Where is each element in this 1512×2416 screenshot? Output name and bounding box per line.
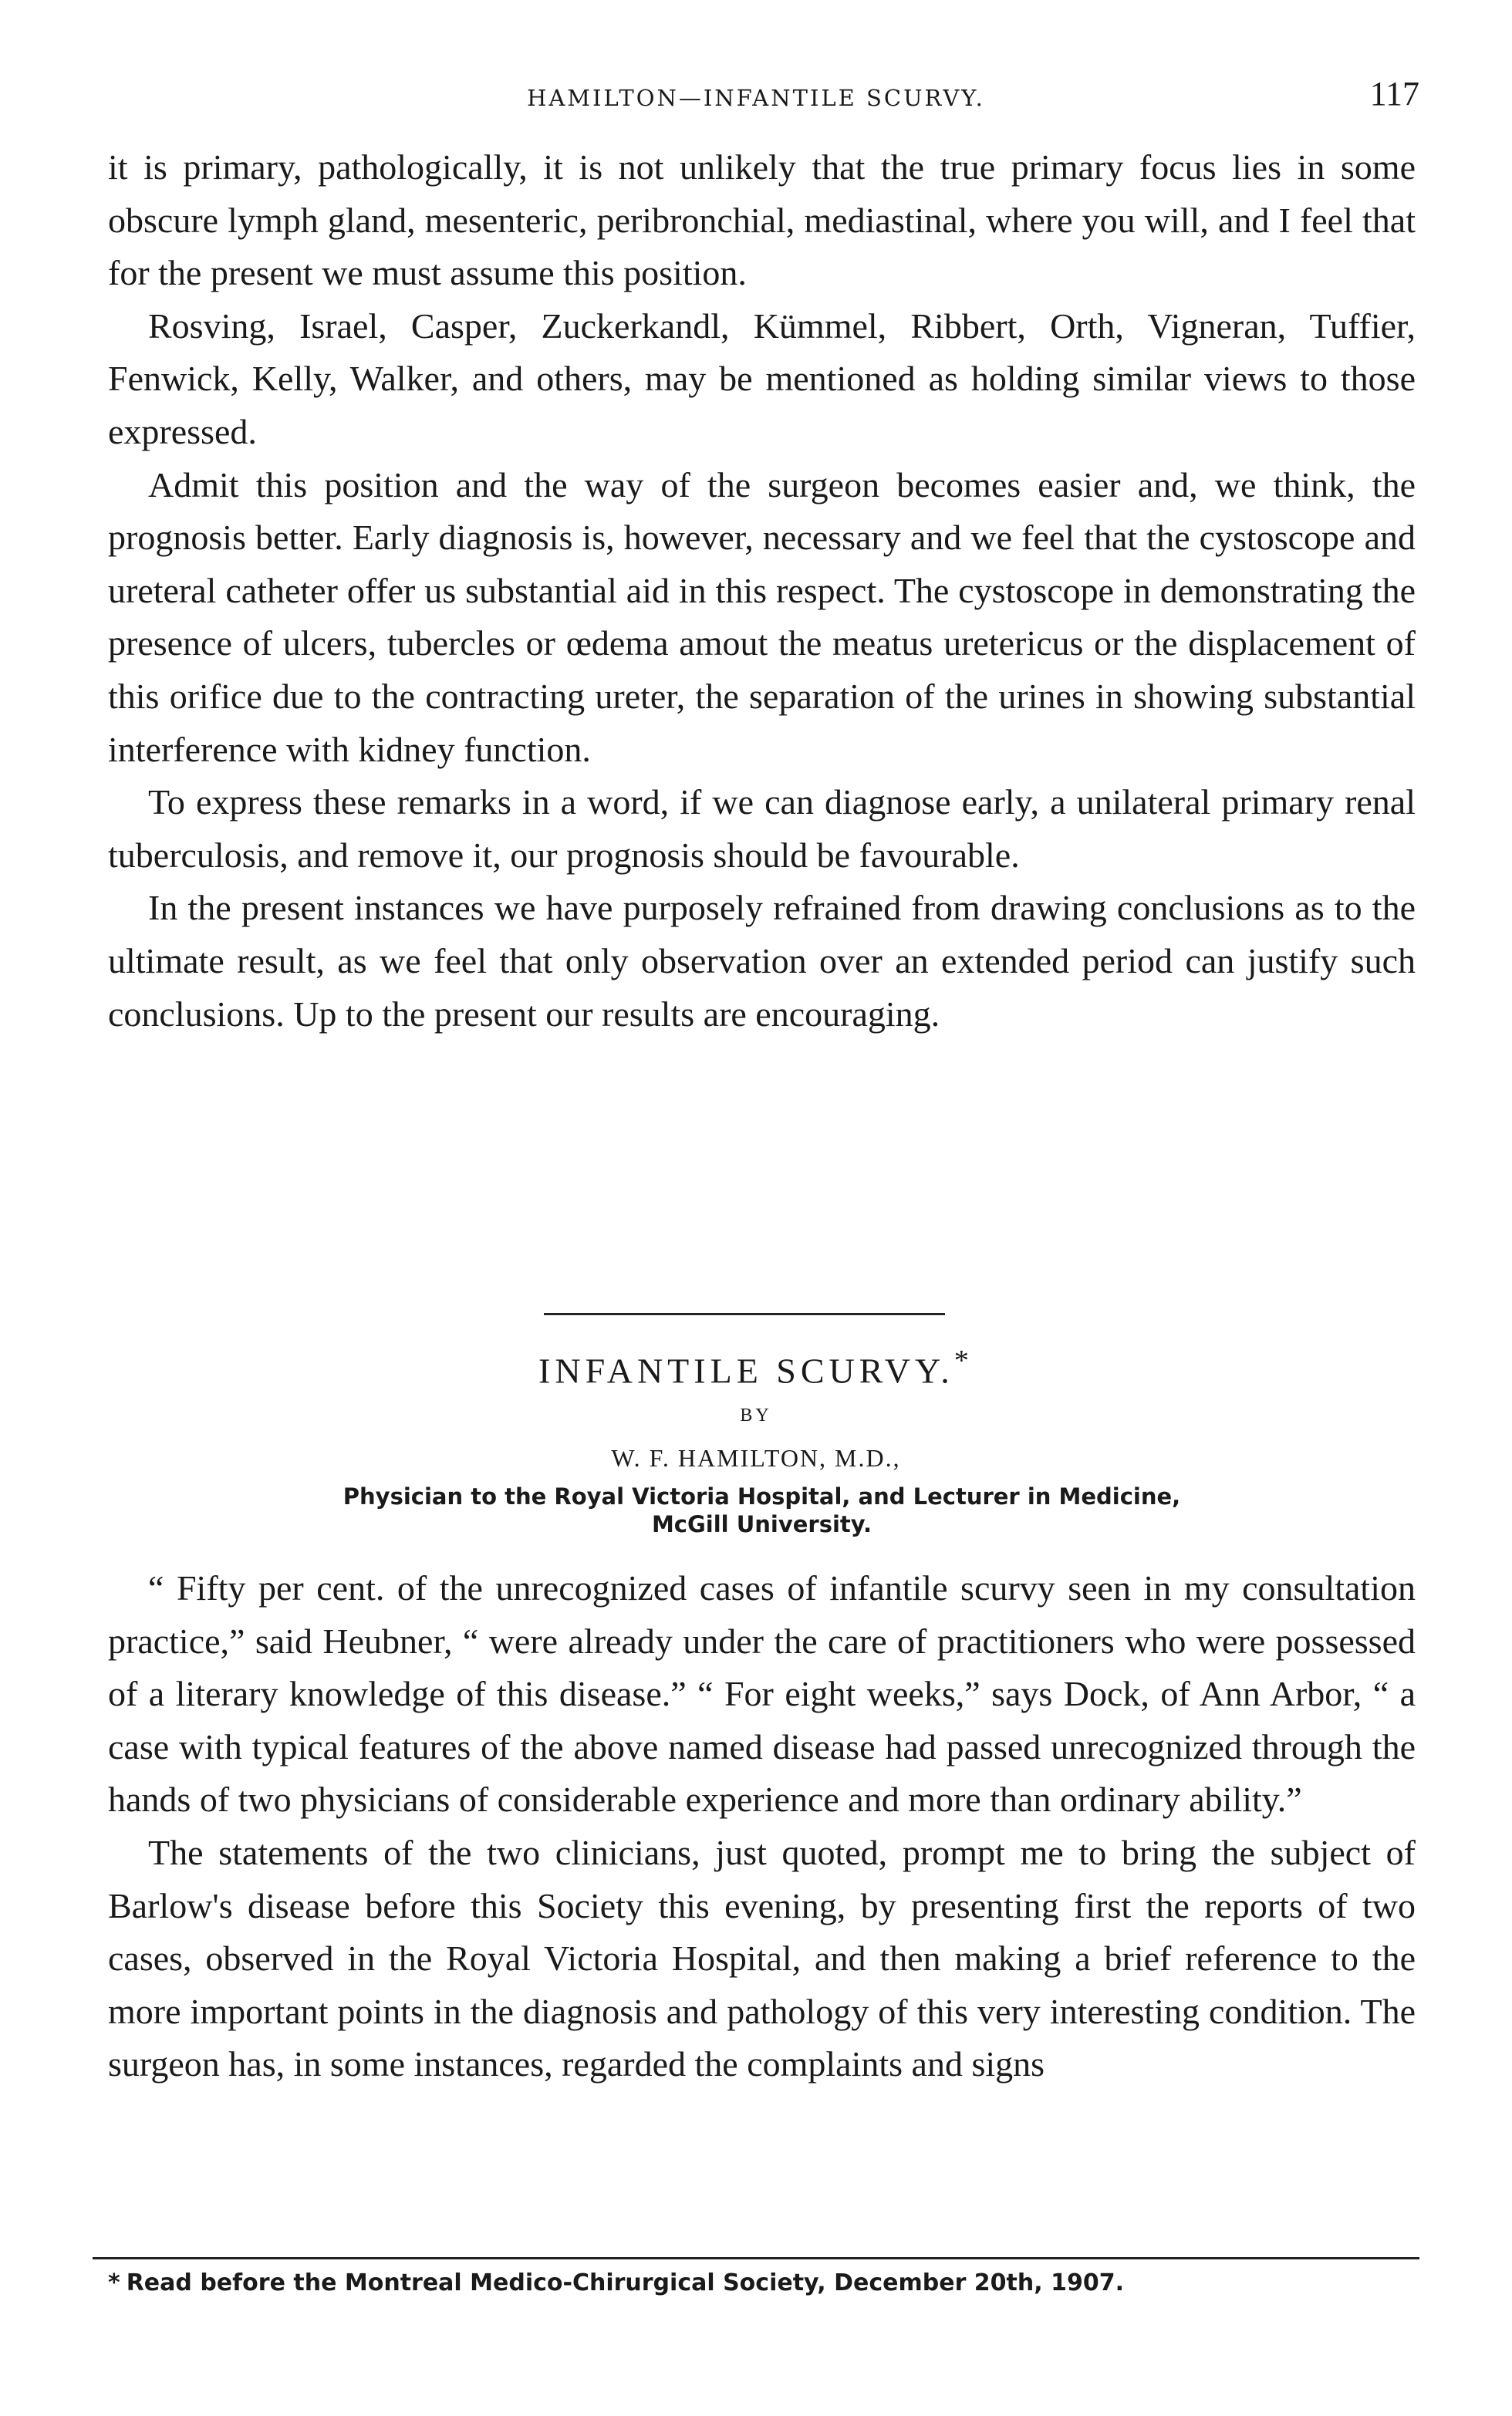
footnote-text: Read before the Montreal Medico-Chirurgical Society, December 20th, 1907. — [126, 2269, 1124, 2296]
paragraph: In the present instances we have purposely refrained from drawing conclusions as to the ultimate result, as we feel that only observation over an extended period can justify such conclusions. Up to the present our results are encouraging. — [108, 888, 1416, 1034]
affiliation-line: McGill University. — [651, 1511, 872, 1537]
previous-article-conclusion — [108, 141, 1416, 1041]
paragraph: it is primary, pathologically, it is not unlikely that the true primary focus lies in some obscure lymph gland, mesenteric, peribronchial, mediastinal, where you will, and I feel that for the present we must assume this position. — [108, 147, 1416, 293]
paragraph: The statements of the two clinicians, just quoted, prompt me to bring the subject of Barlow's disease before this Society this evening, by presenting first the reports of two cases, observed in the Royal Victoria Hospital, and then making a brief reference to the more important points in the diagnosis and pathology of this very interesting condition. The surgeon has, in some instances, regarded the complaints and signs — [108, 1832, 1416, 2084]
affiliation-line: Physician to the Royal Victoria Hospital, and Lecturer in Medicine, — [343, 1483, 1181, 1510]
paragraph: To express these remarks in a word, if we can diagnose early, a unilateral primary renal tuberculosis, and remove it, our prognosis should be favourable. — [108, 782, 1416, 875]
running-header — [93, 74, 1419, 120]
article-body — [108, 1562, 1416, 2091]
footnote-divider — [93, 2257, 1419, 2259]
section-divider — [544, 1313, 945, 1315]
paragraph: Admit this position and the way of the surgeon becomes easier and, we think, the prognosis better. Early diagnosis is, however, necessary and we feel that the cystoscope and ureteral catheter offer us substantial aid in this respect. The cystoscope in demonstrating the presence of ulcers, tubercles or œdema amout the meatus uretericus or the displacement of this orifice due to the contracting ureter, the separation of the urines in showing substantial interference with kidney function. — [108, 464, 1416, 769]
article-title — [0, 1344, 1512, 1391]
footnote-reference: * — [953, 1345, 974, 1377]
byline-by: BY — [740, 1405, 772, 1426]
page-number: 117 — [1369, 75, 1419, 113]
author-name: W. F. HAMILTON, M.D., — [611, 1444, 901, 1472]
article-title-text: INFANTILE SCURVY. — [538, 1351, 954, 1391]
paragraph: Rosving, Israel, Casper, Zuckerkandl, Kümmel, Ribbert, Orth, Vigneran, Tuffier, Fenwick, Kelly, Walker, and others, may be mentioned as holding similar views to those expressed. — [108, 305, 1416, 451]
author-affiliation — [108, 1483, 1416, 1538]
paragraph: “ Fifty per cent. of the unrecognized cases of infantile scurvy seen in my consultation practice,” said Heubner, “ were already under the care of practitioners who were possessed of a literary knowledge of this disease.” “ For eight weeks,” says Dock, of Ann Arbor, “ a case with typical features of the above named disease had passed unrecognized through the hands of two physicians of considerable experience and more than ordinary ability.” — [108, 1568, 1416, 1820]
footnote-mark: * — [108, 2269, 120, 2296]
running-title: HAMILTON—INFANTILE SCURVY. — [527, 85, 985, 111]
footnote — [108, 2266, 1416, 2300]
